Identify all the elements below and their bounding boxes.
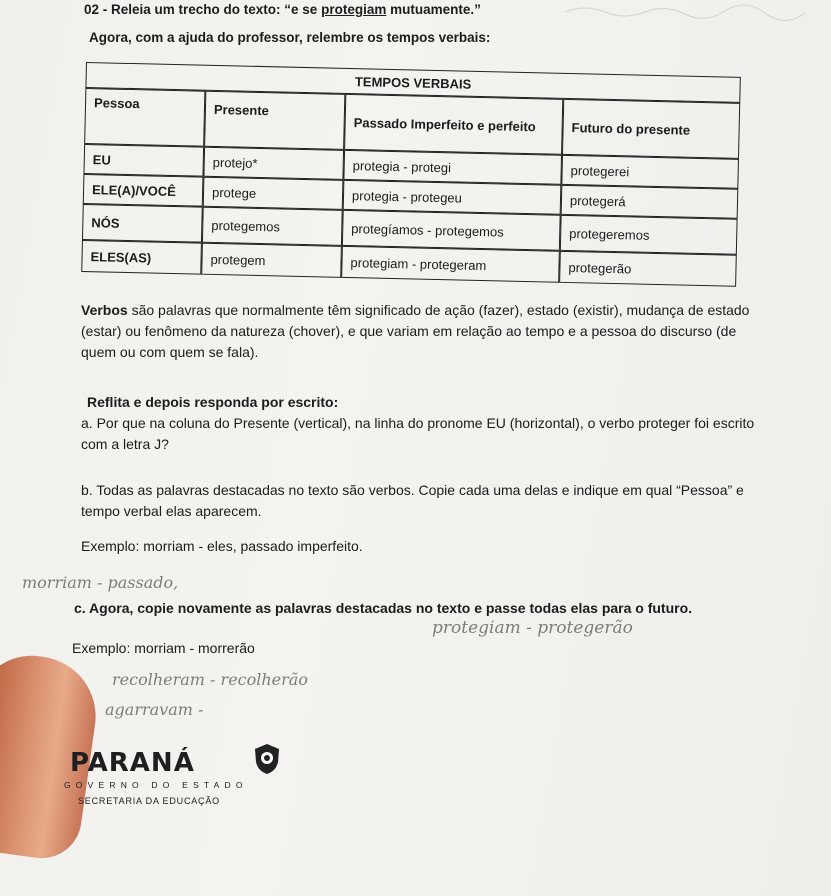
row-presente: protege bbox=[203, 177, 344, 210]
question-c: c. Agora, copie novamente as palavras destacadas no texto e passe todas elas para o futuro. bbox=[74, 600, 693, 616]
row-presente: protegemos bbox=[202, 207, 343, 246]
col-header-futuro: Futuro do presente bbox=[562, 99, 740, 159]
parana-logo bbox=[64, 748, 248, 806]
table-instruction: Agora, com a ajuda do professor, relembre os tempos verbais: bbox=[89, 30, 491, 45]
example-c: Exemplo: morriam - morrerão bbox=[72, 640, 255, 656]
row-passado: protegíamos - protegemos bbox=[342, 210, 561, 251]
underlined-verb: protegiam bbox=[321, 2, 387, 17]
question-a: a. Por que na coluna do Presente (vertical), na linha do pronome EU (horizontal), o verbo proteger foi escrito com a letra J? bbox=[81, 415, 755, 452]
row-futuro: protegeremos bbox=[560, 215, 738, 255]
reflect-heading: Reflita e depois responda por escrito: bbox=[87, 394, 339, 410]
col-header-passado: Passado Imperfeito e perfeito bbox=[344, 94, 563, 155]
handwritten-answer-4: agarravam - bbox=[105, 700, 204, 719]
row-passado: protegiam - protegeram bbox=[341, 246, 560, 283]
faint-pencil-marks bbox=[560, 0, 830, 22]
question-02-heading: 02 - Releia um trecho do texto: “e se protegiam mutuamente.” bbox=[84, 2, 481, 17]
row-futuro: protegerá bbox=[561, 185, 739, 219]
table-title: TEMPOS VERBAIS bbox=[85, 62, 740, 103]
example-b: Exemplo: morriam - eles, passado imperfeito. bbox=[81, 538, 363, 554]
row-pessoa: EU bbox=[83, 144, 204, 177]
row-futuro: protegerei bbox=[561, 155, 739, 189]
verbs-definition-paragraph: Verbos são palavras que normalmente têm significado de ação (fazer), estado (existir), mudança de estado (estar) ou fenômeno da natureza (chover), e que variam em relação ao tempo e a pessoa do discurso (de quem ou com quem se fala). bbox=[81, 302, 750, 360]
verb-tense-table bbox=[81, 62, 746, 297]
question-b: b. Todas as palavras destacadas no texto são verbos. Copie cada uma delas e indique em qual “Pessoa” e tempo verbal elas aparecem. bbox=[81, 482, 744, 519]
handwritten-answer-3: recolheram - recolherão bbox=[112, 670, 308, 689]
coat-of-arms-icon bbox=[252, 742, 282, 776]
row-passado: protegia - protegeu bbox=[343, 180, 562, 215]
logo-secretaria: SECRETARIA DA EDUCAÇÃO bbox=[78, 796, 220, 806]
handwritten-answer-2: protegiam - protegerão bbox=[432, 618, 633, 638]
handwritten-answer-1: morriam - passado, bbox=[22, 573, 179, 592]
row-passado: protegia - protegi bbox=[343, 150, 562, 185]
row-presente: protegem bbox=[201, 243, 342, 278]
logo-wordmark: PARANÁ bbox=[70, 748, 195, 778]
col-header-presente: Presente bbox=[204, 91, 345, 150]
row-futuro: protegerão bbox=[559, 251, 737, 287]
logo-governo: GOVERNO DO ESTADO bbox=[64, 780, 248, 790]
row-pessoa: ELE(A)/VOCÊ bbox=[83, 174, 204, 207]
row-pessoa: ELES(AS) bbox=[81, 240, 202, 275]
col-header-pessoa: Pessoa bbox=[84, 88, 205, 147]
row-presente: protejo* bbox=[203, 147, 344, 180]
row-pessoa: NÓS bbox=[82, 204, 203, 243]
